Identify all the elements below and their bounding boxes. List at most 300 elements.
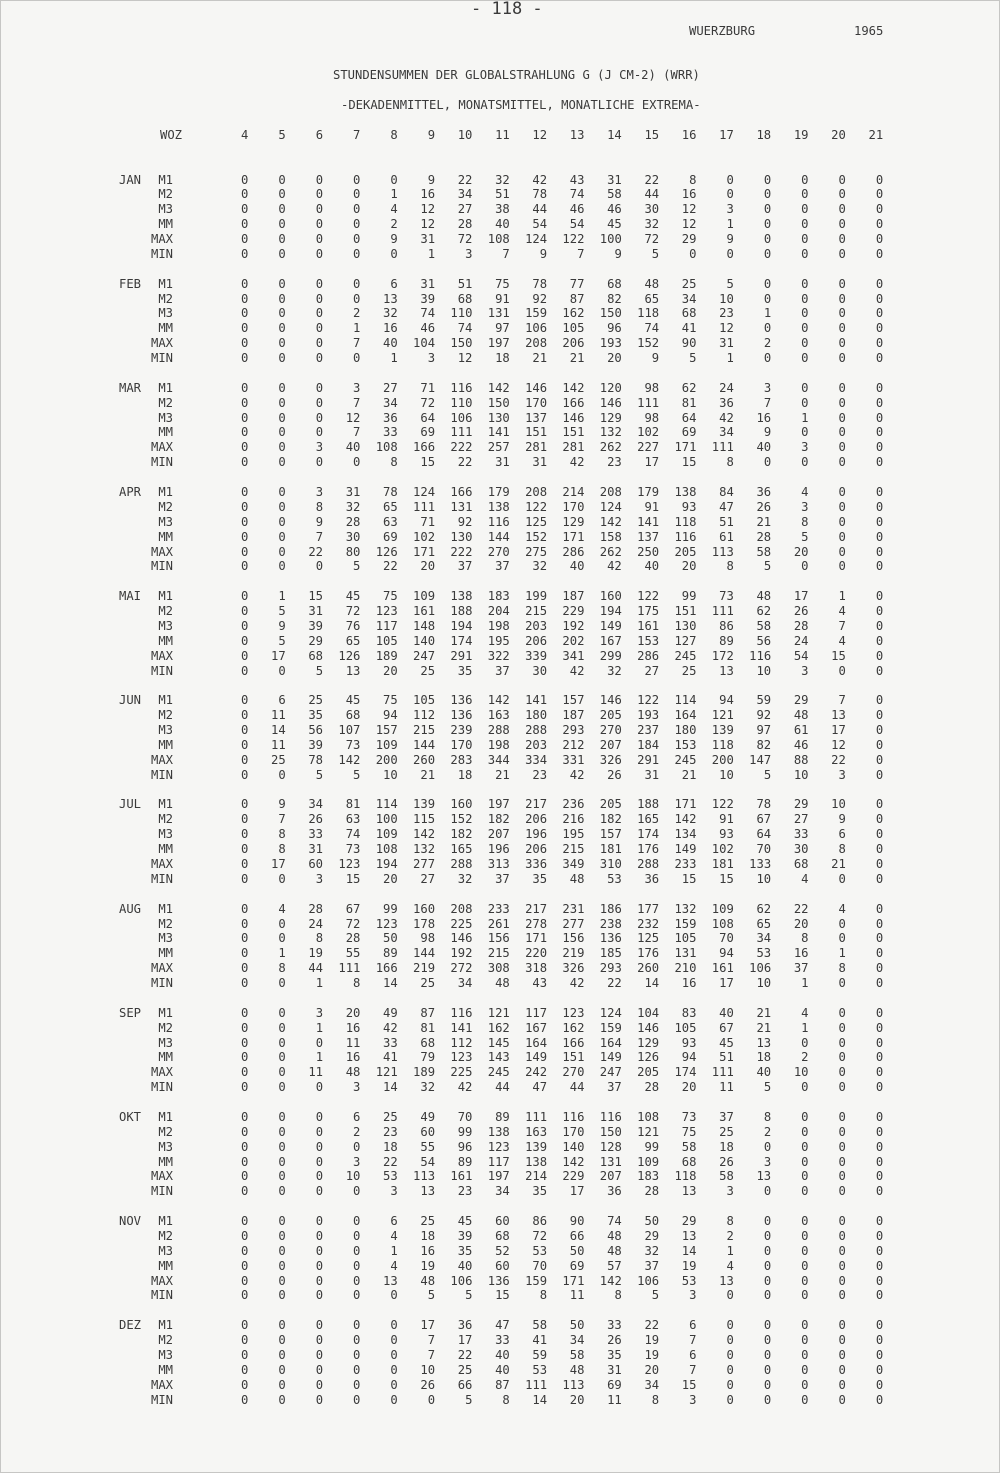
table-cell: 40: [495, 1348, 510, 1363]
table-cell: 25: [420, 976, 436, 991]
table-row: [119, 292, 883, 307]
table-cell: 0: [241, 604, 249, 619]
row-gap: [173, 1065, 211, 1080]
table-cell: 75: [383, 693, 398, 708]
table-cell: 138: [487, 499, 510, 514]
row-label: MM: [158, 1154, 173, 1169]
table-cell: 40: [644, 559, 660, 574]
table-cell: 67: [345, 901, 361, 916]
table-cell: 0: [315, 455, 324, 470]
table-cell: 150: [599, 306, 622, 321]
month-label-spacer: [119, 187, 149, 202]
table-cell: 0: [763, 1243, 772, 1258]
table-cell: 28: [345, 931, 361, 946]
hour-header: 7: [353, 127, 361, 142]
table-cell: 171: [674, 797, 697, 812]
table-row: [119, 559, 883, 574]
table-cell: 220: [525, 946, 548, 961]
row-label: M1: [158, 485, 173, 500]
table-cell: 130: [674, 618, 697, 633]
table-row: [119, 217, 883, 232]
table-cell: 22: [383, 559, 398, 574]
table-cell: 57: [607, 1258, 622, 1273]
table-row: [119, 440, 883, 455]
table-cell: 0: [801, 1169, 809, 1184]
table-cell: 334: [525, 752, 548, 767]
table-cell: 132: [413, 842, 436, 857]
table-cell: 68: [457, 291, 473, 306]
table-cell: 4: [838, 901, 846, 916]
hour-header: 4: [241, 127, 249, 142]
table-cell: 0: [241, 410, 249, 425]
month-label: JAN: [119, 172, 142, 187]
table-cell: 20: [569, 1392, 585, 1407]
table-cell: 71: [420, 380, 436, 395]
table-cell: 0: [353, 276, 361, 291]
table-cell: 0: [726, 1318, 734, 1333]
table-cell: 60: [420, 1124, 436, 1139]
month-block-apr: [119, 485, 883, 589]
table-cell: 216: [562, 812, 585, 827]
table-row: [119, 1318, 883, 1333]
table-cell: 0: [278, 1273, 286, 1288]
table-cell: 18: [457, 767, 473, 782]
table-cell: 123: [450, 1050, 473, 1065]
row-gap: [173, 247, 211, 262]
table-cell: 205: [599, 797, 622, 812]
month-label-spacer: [119, 1155, 149, 1170]
table-cell: 99: [644, 1139, 660, 1154]
table-cell: 0: [838, 172, 846, 187]
table-cell: 0: [763, 172, 772, 187]
table-cell: 0: [875, 440, 884, 455]
table-cell: 0: [315, 1080, 324, 1095]
table-cell: 208: [599, 485, 622, 500]
table-cell: 17: [457, 1333, 473, 1348]
table-row: [119, 173, 883, 188]
table-cell: 102: [711, 842, 734, 857]
table-cell: 0: [763, 1139, 772, 1154]
table-row: [119, 530, 883, 545]
table-cell: 238: [599, 916, 622, 931]
table-cell: 0: [278, 1318, 286, 1333]
table-cell: 0: [315, 291, 324, 306]
table-cell: 45: [719, 1035, 734, 1050]
table-cell: 19: [420, 1258, 436, 1273]
table-cell: 288: [525, 723, 548, 738]
table-cell: 0: [875, 604, 884, 619]
table-cell: 180: [525, 708, 548, 723]
table-cell: 1: [838, 946, 846, 961]
row-gap: [173, 1318, 211, 1333]
row-label: M2: [158, 812, 173, 827]
table-cell: 138: [450, 589, 473, 604]
table-row: [119, 202, 883, 217]
table-cell: 0: [838, 1124, 846, 1139]
table-cell: 0: [801, 1154, 809, 1169]
table-cell: 9: [539, 246, 548, 261]
table-cell: 17: [831, 723, 846, 738]
table-cell: 308: [487, 961, 510, 976]
table-cell: 0: [241, 931, 249, 946]
row-gap: [173, 1259, 211, 1274]
table-cell: 41: [383, 1050, 398, 1065]
table-cell: 245: [674, 648, 697, 663]
month-label-spacer: [119, 321, 149, 336]
table-cell: 114: [674, 693, 697, 708]
month-label-spacer: [119, 842, 149, 857]
table-cell: 161: [711, 961, 734, 976]
table-cell: 126: [338, 648, 361, 663]
table-cell: 122: [711, 797, 734, 812]
table-cell: 208: [525, 336, 548, 351]
table-cell: 162: [562, 1020, 585, 1035]
table-cell: 3: [315, 871, 324, 886]
table-cell: 0: [875, 559, 884, 574]
table-cell: 0: [278, 1243, 286, 1258]
table-cell: 44: [532, 202, 548, 217]
row-label: MIN: [150, 1184, 173, 1199]
table-row: [119, 842, 883, 857]
table-cell: 37: [607, 1080, 622, 1095]
table-cell: 50: [383, 931, 398, 946]
table-cell: 261: [487, 916, 510, 931]
table-cell: 167: [525, 1020, 548, 1035]
table-cell: 0: [241, 767, 249, 782]
table-cell: 3: [801, 440, 809, 455]
table-cell: 0: [241, 217, 249, 232]
table-cell: 13: [345, 663, 361, 678]
table-cell: 0: [838, 232, 846, 247]
table-cell: 0: [763, 1228, 772, 1243]
table-row: [119, 812, 883, 827]
row-gap: [173, 589, 211, 604]
table-cell: 0: [241, 1228, 249, 1243]
table-cell: 0: [390, 1362, 398, 1377]
table-cell: 34: [756, 931, 772, 946]
month-label-spacer: [119, 753, 149, 768]
table-cell: 142: [338, 752, 361, 767]
table-cell: 138: [674, 485, 697, 500]
row-gap: [173, 1006, 211, 1021]
table-cell: 310: [599, 856, 622, 871]
table-cell: 198: [487, 737, 510, 752]
table-cell: 62: [681, 380, 697, 395]
table-cell: 210: [674, 961, 697, 976]
row-gap: [173, 500, 211, 515]
table-cell: 0: [241, 321, 249, 336]
table-row: [119, 187, 883, 202]
table-cell: 0: [801, 1080, 809, 1095]
table-cell: 0: [875, 232, 884, 247]
table-cell: 44: [569, 1080, 585, 1095]
table-cell: 0: [278, 425, 286, 440]
table-cell: 63: [383, 514, 398, 529]
table-cell: 0: [315, 1392, 324, 1407]
table-cell: 262: [599, 440, 622, 455]
table-cell: 182: [487, 812, 510, 827]
table-cell: 0: [278, 1258, 286, 1273]
table-cell: 120: [599, 380, 622, 395]
table-cell: 0: [875, 1243, 884, 1258]
row-gap: [173, 917, 211, 932]
table-cell: 165: [450, 842, 473, 857]
table-cell: 31: [308, 604, 324, 619]
table-cell: 68: [793, 856, 809, 871]
table-cell: 188: [450, 604, 473, 619]
hour-header: 9: [427, 127, 436, 142]
table-cell: 7: [502, 246, 510, 261]
table-cell: 0: [315, 1348, 324, 1363]
table-cell: 111: [525, 1109, 548, 1124]
table-cell: 10: [383, 767, 398, 782]
table-cell: 0: [241, 1258, 249, 1273]
month-label-spacer: [119, 455, 149, 470]
row-gap: [173, 619, 211, 634]
table-cell: 108: [375, 842, 398, 857]
table-cell: 3: [801, 663, 809, 678]
table-cell: 0: [278, 202, 286, 217]
month-label: APR: [119, 485, 142, 500]
month-label-spacer: [119, 1363, 149, 1378]
table-cell: 97: [495, 321, 510, 336]
row-gap: [173, 381, 211, 396]
table-cell: 0: [801, 1109, 809, 1124]
table-cell: 0: [838, 1333, 846, 1348]
table-cell: 70: [756, 842, 772, 857]
table-cell: 0: [241, 336, 249, 351]
row-label: MAX: [150, 544, 173, 559]
table-cell: 0: [838, 1050, 846, 1065]
table-cell: 122: [562, 232, 585, 247]
table-cell: 9: [651, 351, 660, 366]
table-row: [119, 1229, 883, 1244]
table-cell: 170: [562, 1124, 585, 1139]
table-cell: 13: [756, 1169, 772, 1184]
table-cell: 0: [875, 246, 884, 261]
row-gap: [173, 1333, 211, 1348]
table-cell: 18: [420, 1228, 436, 1243]
table-cell: 21: [495, 767, 510, 782]
table-cell: 97: [756, 723, 772, 738]
table-cell: 36: [383, 410, 398, 425]
table-cell: 6: [689, 1318, 697, 1333]
table-cell: 109: [711, 901, 734, 916]
table-cell: 0: [278, 217, 286, 232]
table-cell: 150: [450, 336, 473, 351]
table-cell: 0: [241, 425, 249, 440]
row-label: MM: [158, 217, 173, 232]
table-cell: 48: [607, 1228, 622, 1243]
table-cell: 0: [801, 172, 809, 187]
table-cell: 40: [719, 1005, 734, 1020]
table-cell: 130: [450, 529, 473, 544]
month-label-spacer: [119, 1169, 149, 1184]
table-cell: 0: [875, 946, 884, 961]
table-cell: 102: [413, 529, 436, 544]
table-cell: 0: [241, 514, 249, 529]
table-cell: 118: [637, 306, 660, 321]
table-cell: 195: [562, 827, 585, 842]
table-cell: 0: [875, 1020, 884, 1035]
table-cell: 0: [875, 1333, 884, 1348]
table-cell: 0: [838, 187, 846, 202]
table-cell: 74: [420, 306, 436, 321]
table-cell: 0: [278, 1392, 286, 1407]
table-row: [119, 425, 883, 440]
table-cell: 33: [383, 1035, 398, 1050]
table-cell: 141: [637, 514, 660, 529]
table-cell: 225: [450, 916, 473, 931]
row-label: MIN: [150, 1392, 173, 1407]
hour-header: 8: [390, 127, 398, 142]
table-cell: 0: [315, 246, 324, 261]
table-cell: 0: [838, 1258, 846, 1273]
table-cell: 25: [457, 1362, 473, 1377]
table-cell: 70: [719, 931, 734, 946]
table-cell: 25: [719, 1124, 734, 1139]
table-cell: 43: [532, 976, 548, 991]
table-cell: 32: [532, 559, 548, 574]
month-label: JUL: [119, 797, 142, 812]
table-cell: 26: [793, 604, 809, 619]
table-cell: 26: [420, 1377, 436, 1392]
table-cell: 0: [278, 1228, 286, 1243]
table-cell: 0: [241, 976, 249, 991]
table-cell: 0: [875, 306, 884, 321]
table-cell: 0: [763, 276, 772, 291]
table-cell: 40: [756, 440, 772, 455]
table-cell: 222: [450, 544, 473, 559]
table-cell: 0: [801, 1228, 809, 1243]
table-cell: 8: [801, 931, 809, 946]
table-cell: 50: [644, 1214, 660, 1229]
table-cell: 8: [726, 559, 734, 574]
table-cell: 16: [756, 410, 772, 425]
month-label-spacer: [119, 396, 149, 411]
table-cell: 257: [487, 440, 510, 455]
table-cell: 0: [838, 499, 846, 514]
table-cell: 0: [278, 1109, 286, 1124]
table-cell: 42: [607, 559, 622, 574]
table-cell: 18: [383, 1139, 398, 1154]
table-cell: 12: [831, 737, 846, 752]
table-cell: 8: [726, 455, 734, 470]
table-cell: 129: [562, 514, 585, 529]
table-cell: 0: [875, 485, 884, 500]
table-cell: 247: [413, 648, 436, 663]
table-cell: 8: [315, 931, 324, 946]
table-cell: 318: [525, 961, 548, 976]
table-cell: 40: [495, 1362, 510, 1377]
table-cell: 0: [801, 202, 809, 217]
table-cell: 112: [450, 1035, 473, 1050]
table-row: [119, 872, 883, 887]
table-cell: 34: [457, 976, 473, 991]
row-label: MM: [158, 1258, 173, 1273]
table-cell: 89: [495, 1109, 510, 1124]
table-cell: 53: [532, 1243, 548, 1258]
table-cell: 0: [875, 1154, 884, 1169]
table-cell: 142: [487, 380, 510, 395]
table-cell: 78: [756, 797, 772, 812]
table-cell: 166: [375, 961, 398, 976]
month-label: OKT: [119, 1109, 142, 1124]
table-cell: 5: [353, 559, 361, 574]
table-cell: 13: [383, 291, 398, 306]
row-gap: [173, 321, 211, 336]
table-cell: 193: [637, 708, 660, 723]
table-row: [119, 1244, 883, 1259]
table-cell: 81: [345, 797, 361, 812]
table-cell: 61: [719, 529, 734, 544]
row-gap: [173, 559, 211, 574]
table-cell: 0: [353, 1348, 361, 1363]
table-cell: 51: [719, 1050, 734, 1065]
table-row: [119, 1393, 883, 1408]
table-cell: 68: [308, 648, 324, 663]
table-cell: 40: [495, 217, 510, 232]
table-cell: 20: [345, 1005, 361, 1020]
table-cell: 0: [763, 1273, 772, 1288]
table-cell: 0: [875, 529, 884, 544]
table-cell: 70: [457, 1109, 473, 1124]
table-cell: 138: [525, 1154, 548, 1169]
row-label: M1: [158, 589, 173, 604]
month-label-spacer: [119, 931, 149, 946]
table-cell: 15: [345, 871, 361, 886]
table-cell: 8: [502, 1392, 510, 1407]
table-cell: 0: [763, 246, 772, 261]
table-cell: 3: [801, 499, 809, 514]
table-cell: 37: [495, 871, 510, 886]
table-cell: 19: [644, 1348, 660, 1363]
table-cell: 0: [875, 1377, 884, 1392]
table-row: [119, 515, 883, 530]
table-cell: 0: [241, 1333, 249, 1348]
table-cell: 7: [315, 529, 324, 544]
table-cell: 4: [278, 901, 286, 916]
row-label: M1: [158, 1109, 173, 1124]
table-cell: 0: [875, 589, 884, 604]
row-gap: [173, 1229, 211, 1244]
table-cell: 28: [457, 217, 473, 232]
table-cell: 341: [562, 648, 585, 663]
table-cell: 260: [637, 961, 660, 976]
table-cell: 111: [525, 1377, 548, 1392]
table-cell: 58: [756, 618, 772, 633]
table-cell: 16: [383, 321, 398, 336]
table-cell: 77: [569, 276, 585, 291]
table-cell: 0: [241, 351, 249, 366]
table-cell: 0: [353, 1362, 361, 1377]
table-cell: 30: [644, 202, 660, 217]
table-cell: 0: [838, 351, 846, 366]
table-cell: 25: [681, 663, 697, 678]
table-cell: 1: [390, 1243, 398, 1258]
table-cell: 0: [763, 202, 772, 217]
table-cell: 115: [413, 812, 436, 827]
table-cell: 25: [420, 1214, 436, 1229]
table-cell: 156: [487, 931, 510, 946]
table-cell: 4: [801, 485, 809, 500]
table-cell: 6: [838, 827, 846, 842]
table-cell: 0: [315, 1154, 324, 1169]
row-label: MM: [158, 425, 173, 440]
table-row: [119, 664, 883, 679]
table-cell: 117: [487, 1154, 510, 1169]
table-cell: 0: [838, 871, 846, 886]
